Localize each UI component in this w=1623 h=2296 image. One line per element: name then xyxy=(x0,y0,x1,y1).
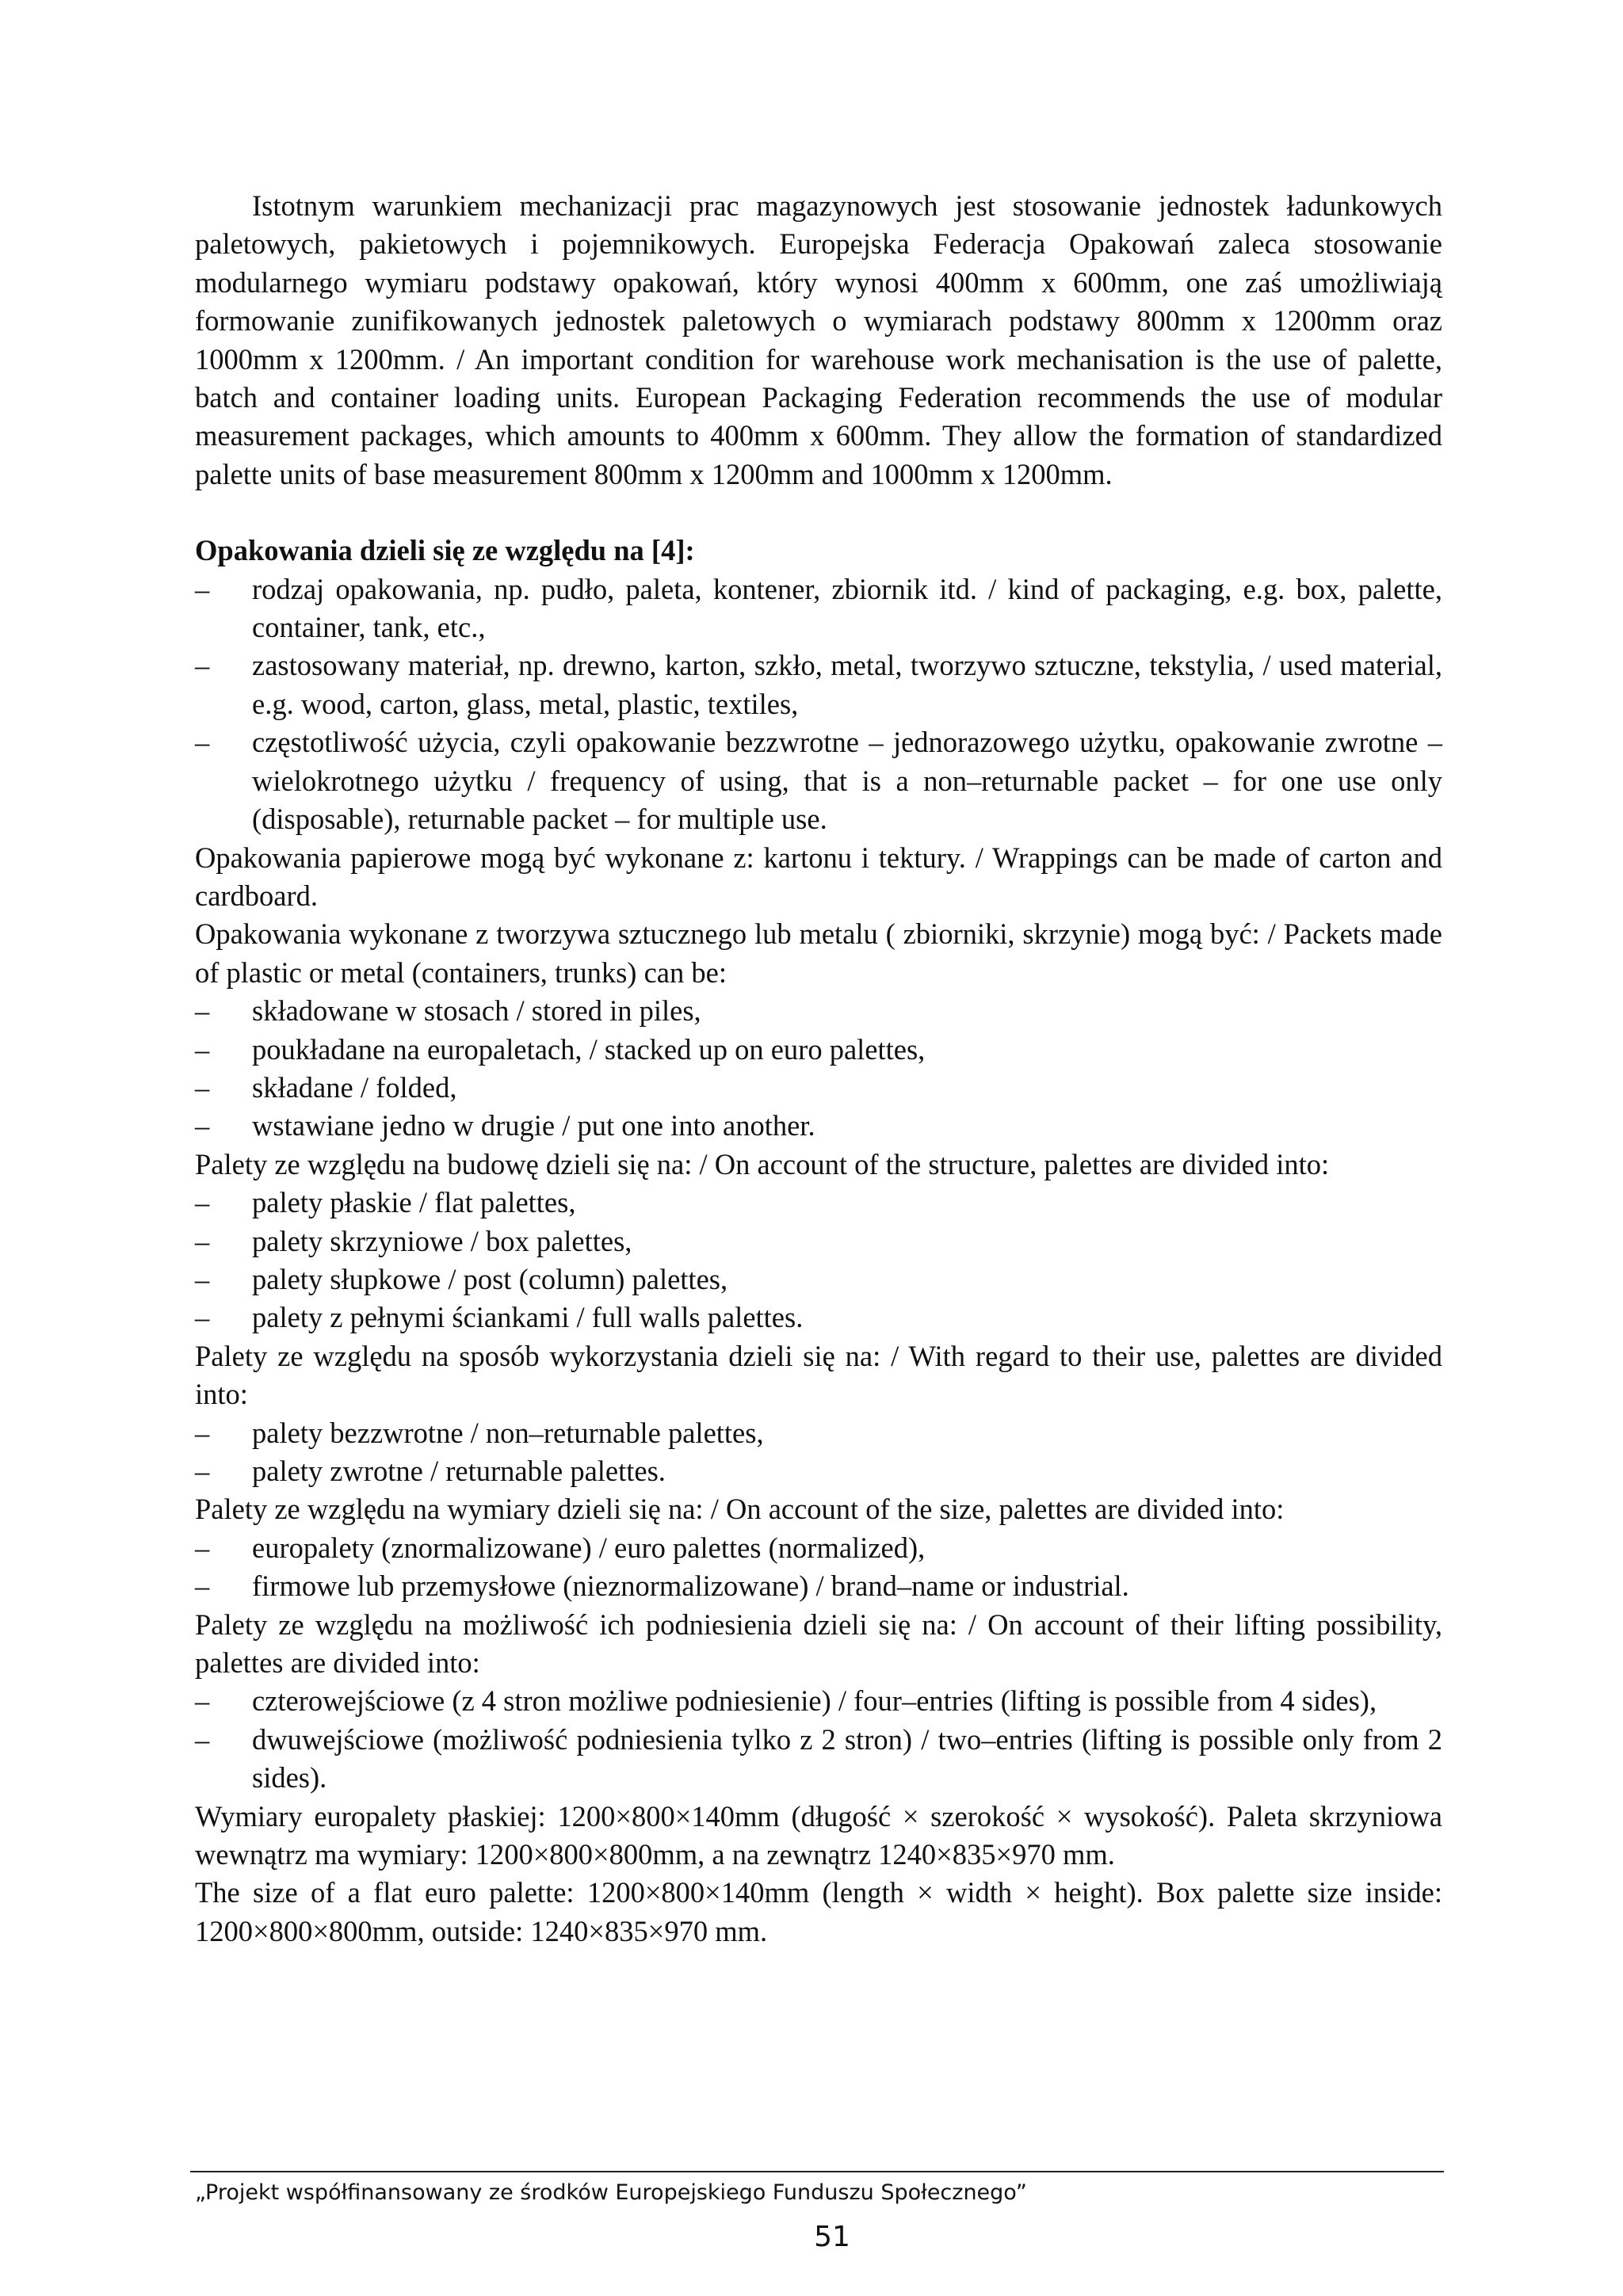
structure-list xyxy=(195,1184,1442,1337)
paper-paragraph: Opakowania papierowe mogą być wykonane z: kartonu i tektury. / Wrappings can be made of carton and cardboard. xyxy=(195,841,1442,912)
structure-paragraph: Palety ze względu na budowę dzieli się na: / On account of the structure, palettes are divided into: xyxy=(195,1147,1330,1180)
dash-bullet: – xyxy=(195,1416,210,1449)
list-item: – palety płaskie / flat palettes, xyxy=(195,1184,1442,1222)
dash-bullet: – xyxy=(195,1070,210,1104)
plastic-metal-list xyxy=(195,992,1442,1146)
list-item: – palety słupkowe / post (column) palettes, xyxy=(195,1261,1442,1299)
dash-bullet: – xyxy=(195,1531,210,1564)
dash-bullet: – xyxy=(195,1455,210,1487)
dash-bullet: – xyxy=(195,1684,210,1718)
dimensions-pl-paragraph: Wymiary europalety płaskiej: 1200×800×140mm (długość × szerokość × wysokość). Paleta skrzyniowa wewnątrz ma wymiary: 1200×800×800mm, a na zewnątrz 1240×835×970 mm. xyxy=(195,1799,1442,1871)
list-item: – składane / folded, xyxy=(195,1069,1442,1107)
list-item: – składowane w stosach / stored in piles, xyxy=(195,992,1442,1030)
dash-bullet: – xyxy=(195,994,210,1028)
list-item: – palety skrzyniowe / box palettes, xyxy=(195,1222,1442,1261)
dash-bullet: – xyxy=(195,1032,210,1066)
dash-bullet: – xyxy=(195,1224,210,1257)
footer-rule xyxy=(190,2171,1444,2172)
list-item: – wstawiane jedno w drugie / put one into another. xyxy=(195,1107,1442,1145)
dash-bullet: – xyxy=(195,1262,210,1295)
list-item: – firmowe lub przemysłowe (nieznormalizowane) / brand–name or industrial. xyxy=(195,1567,1442,1605)
plastic-metal-paragraph: Opakowania wykonane z tworzywa sztucznego lub metalu ( zbiorniki, skrzynie) mogą być: / Packets made of plastic or metal (containers, trunks) can be: xyxy=(195,917,1442,989)
dash-bullet: – xyxy=(195,726,210,759)
dash-bullet: – xyxy=(195,1109,210,1142)
lifting-paragraph: Palety ze względu na możliwość ich podniesienia dzieli się na: / On account of their lifting possibility, palettes are divided into: xyxy=(195,1608,1442,1680)
footer-text: „Projekt współfinansowany ze środków Europejskiego Funduszu Społecznego” xyxy=(195,2180,1027,2205)
dash-bullet: – xyxy=(195,1186,210,1219)
list-item: – palety z pełnymi ściankami / full walls palettes. xyxy=(195,1299,1442,1337)
lifting-list xyxy=(195,1682,1442,1797)
size-paragraph: Palety ze względu na wymiary dzieli się na: / On account of the size, palettes are divided into: xyxy=(195,1493,1285,1526)
use-list xyxy=(195,1414,1442,1491)
intro-paragraph: Istotnym warunkiem mechanizacji prac magazynowych jest stosowanie jednostek ładunkowych paletowych, pakietowych i pojemnikowych. Europejska Federacja Opakowań zaleca stosowanie modularnego wymiaru podstawy opakowań, który wynosi 400mm x 600mm, one zaś umożliwiają formowanie zunifikowanych jednostek paletowych o wymiarach podstawy 800mm x 1200mm oraz 1000mm x 1200mm. / An important condition for warehouse work mechanisation is the use of palette, batch and container loading units. European Packaging Federation recommends the use of modular measurement packages, which amounts to 400mm x 600mm. They allow the formation of standardized palette units of base measurement 800mm x 1200mm and 1000mm x 1200mm. xyxy=(195,189,1442,490)
size-list xyxy=(195,1529,1442,1606)
packaging-types-list xyxy=(195,570,1442,839)
list-item: – zastosowany materiał, np. drewno, karton, szkło, metal, tworzywo sztuczne, tekstylia, / used material, e.g. wood, carton, glass, metal, plastic, textiles, xyxy=(195,646,1442,723)
list-item: – palety bezzwrotne / non–returnable palettes, xyxy=(195,1414,1442,1452)
dash-bullet: – xyxy=(195,1722,210,1756)
list-item: – rodzaj opakowania, np. pudło, paleta, kontener, zbiornik itd. / kind of packaging, e.g. box, palette, container, tank, etc., xyxy=(195,570,1442,647)
page-number: 51 xyxy=(814,2221,850,2253)
list-item: – dwuwejściowe (możliwość podniesienia tylko z 2 stron) / two–entries (lifting is possible only from 2 sides). xyxy=(195,1721,1442,1798)
dimensions-en-paragraph: The size of a flat euro palette: 1200×800×140mm (length × width × height). Box palette size inside: 1200×800×800mm, outside: 1240×835×970 mm. xyxy=(195,1876,1442,1947)
list-item: – czterowejściowe (z 4 stron możliwe podniesienie) / four–entries (lifting is possible from 4 sides), xyxy=(195,1682,1442,1720)
list-item: – częstotliwość użycia, czyli opakowanie bezzwrotne – jednorazowego użytku, opakowanie zwrotne – wielokrotnego użytku / frequency of using, that is a non–returnable packet – for one use only (disposable), returnable packet – for multiple use. xyxy=(195,723,1442,838)
list-item: – poukładane na europaletach, / stacked up on euro palettes, xyxy=(195,1031,1442,1069)
use-paragraph: Palety ze względu na sposób wykorzystania dzieli się na: / With regard to their use, palettes are divided into: xyxy=(195,1339,1442,1411)
dash-bullet: – xyxy=(195,572,210,605)
list-item: – palety zwrotne / returnable palettes. xyxy=(195,1452,1442,1490)
dash-bullet: – xyxy=(195,649,210,682)
list-item: – europalety (znormalizowane) / euro palettes (normalized), xyxy=(195,1529,1442,1567)
dash-bullet: – xyxy=(195,1569,210,1603)
dash-bullet: – xyxy=(195,1301,210,1334)
section-heading: Opakowania dzieli się ze względu na [4]: xyxy=(195,534,695,567)
body-text xyxy=(195,187,1442,1951)
